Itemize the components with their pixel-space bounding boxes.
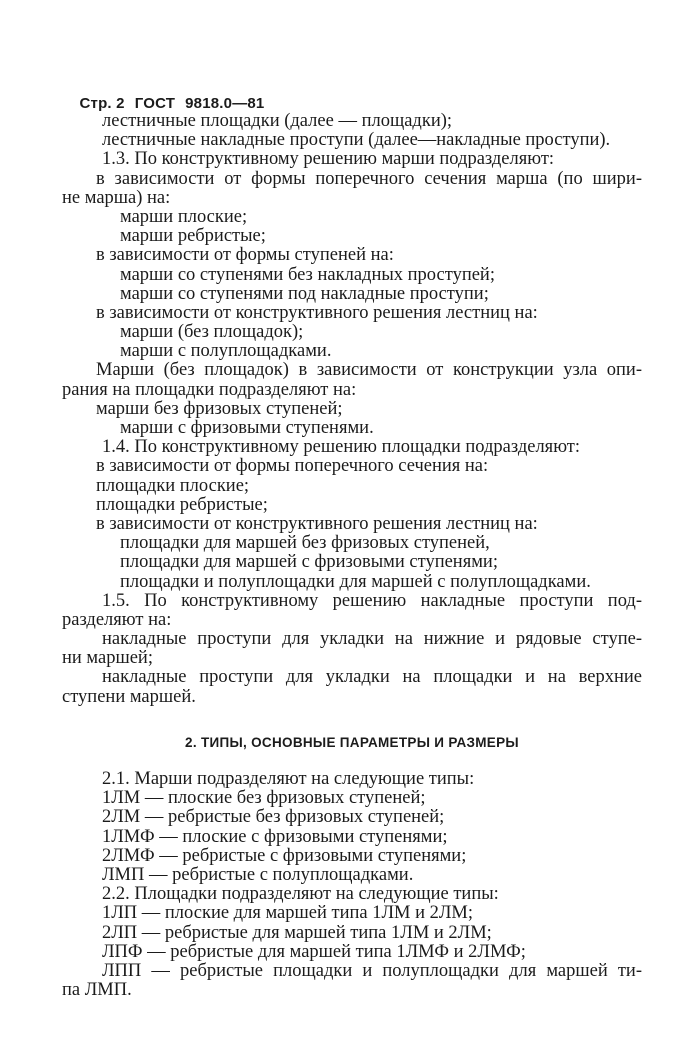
text-line: марши со ступенями без накладных проступей; — [120, 264, 495, 285]
clause-2-2: 2.2. Площадки подразделяют на следующие типы: — [102, 884, 499, 905]
document-body — [62, 112, 642, 1000]
text-line: марши плоские; — [120, 206, 248, 227]
text-line: площадки для маршей с фризовыми ступенями; — [120, 552, 498, 573]
text-line: площадки ребристые; — [96, 494, 268, 515]
text-line: марши без фризовых ступеней; — [96, 398, 343, 419]
standard-number: 9818.0—81 — [185, 95, 265, 112]
text-line: в зависимости от формы поперечного сечения на: — [96, 456, 489, 477]
clause-1-4: 1.4. По конструктивному решению площадки подразделяют: — [102, 437, 580, 458]
type-item: 1ЛМФ — плоские с фризовыми ступенями; — [102, 826, 448, 847]
text-line: в зависимости от формы ступеней на: — [96, 245, 394, 266]
type-item: 1ЛП — плоские для маршей типа 1ЛМ и 2ЛМ; — [102, 903, 473, 924]
type-item: 2ЛП — ребристые для маршей типа 1ЛМ и 2ЛМ; — [102, 922, 492, 943]
text-line: накладные проступи для укладки на нижние и рядовые ступе- — [102, 629, 642, 650]
clause-1-5: 1.5. По конструктивному решению накладные проступи под- — [102, 590, 642, 611]
type-item: 2ЛМ — ребристые без фризовых ступеней; — [102, 807, 445, 828]
text-line: разделяют на: — [62, 609, 172, 630]
text-line: лестничные площадки (далее — площадки); — [102, 111, 453, 131]
text-line: рания на площадки подразделяют на: — [62, 379, 357, 400]
text-line: марши ребристые; — [120, 226, 266, 247]
text-line: в зависимости от формы поперечного сечения марша (по шири- — [96, 168, 642, 189]
text-line: в зависимости от конструктивного решения лестниц на: — [96, 513, 538, 534]
type-item: ЛМП — ребристые с полуплощадками. — [102, 864, 414, 885]
text-line: в зависимости от конструктивного решения лестниц на: — [96, 302, 538, 323]
clause-1-3: 1.3. По конструктивному решению марши подразделяют: — [102, 149, 555, 170]
text-line: Марши (без площадок) в зависимости от конструкции узла опи- — [96, 360, 642, 381]
section-2-title: 2. ТИПЫ, ОСНОВНЫЕ ПАРАМЕТРЫ И РАЗМЕРЫ — [185, 734, 519, 750]
text-line: площадки для маршей без фризовых ступеней, — [120, 533, 490, 554]
text-line: площадки плоские; — [96, 475, 250, 496]
text-line: марши (без площадок); — [120, 322, 304, 343]
text-line: ни маршей; — [62, 648, 153, 669]
type-item: 2ЛМФ — ребристые с фризовыми ступенями; — [102, 845, 467, 866]
clause-2-1: 2.1. Марши подразделяют на следующие типы: — [102, 769, 475, 789]
text-line: накладные проступи для укладки на площадки и на верхние — [102, 667, 642, 688]
text-line: лестничные накладные проступи (далее—накладные проступи). — [102, 130, 611, 151]
type-item: ЛПФ — ребристые для маршей типа 1ЛМФ и 2ЛМФ; — [102, 941, 526, 962]
text-line: па ЛМП. — [62, 980, 132, 1001]
type-item: ЛПП — ребристые площадки и полуплощадки для маршей ти- — [102, 960, 642, 981]
type-item: 1ЛМ — плоские без фризовых ступеней; — [102, 788, 426, 809]
text-line: не марша) на: — [62, 187, 171, 208]
text-line: марши со ступенями под накладные проступи; — [120, 283, 489, 304]
text-line: марши с фризовыми ступенями. — [120, 418, 374, 438]
standard-label: ГОСТ — [134, 95, 176, 112]
text-line: марши с полуплощадками. — [120, 341, 332, 362]
text-line: ступени маршей. — [62, 686, 196, 707]
page-number: Стр. 2 — [79, 95, 125, 112]
text-line: площадки и полуплощадки для маршей с полуплощадками. — [120, 571, 591, 592]
